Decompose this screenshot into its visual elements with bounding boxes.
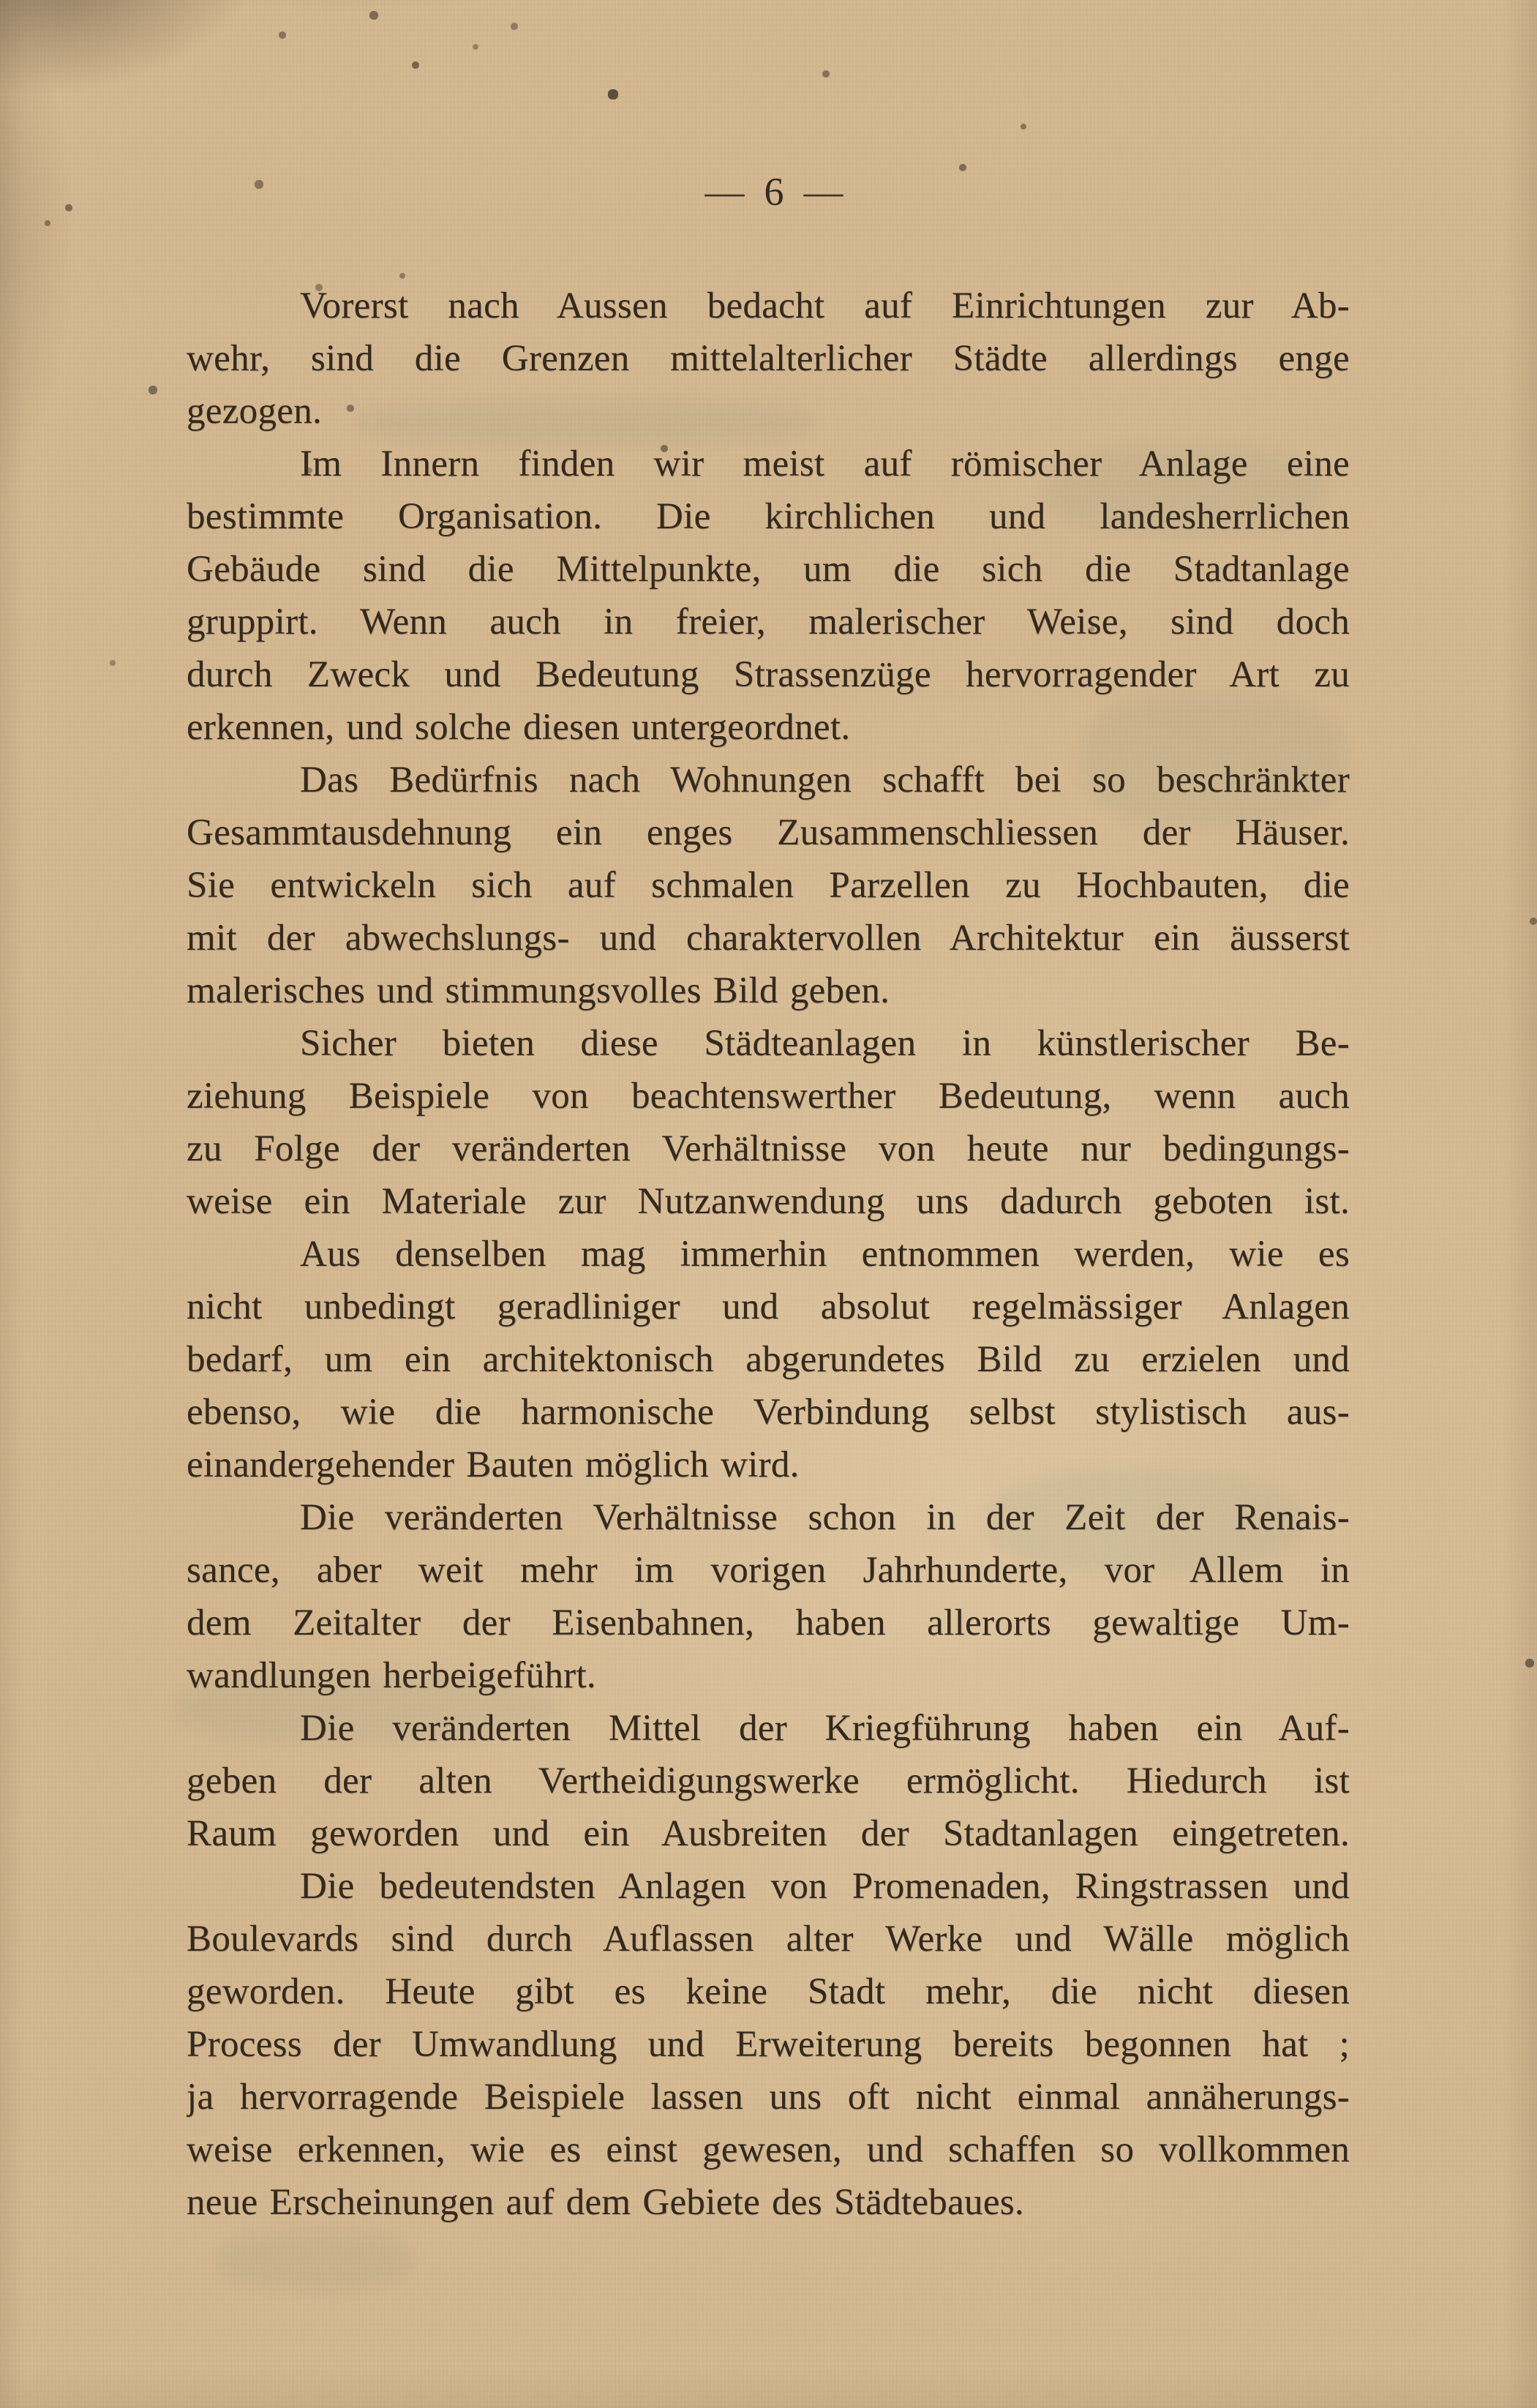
text-line: malerisches und stimmungsvolles Bild geben. [187, 970, 890, 1011]
text-line: Raum geworden und ein Ausbreiten der Stadtanlagen eingetreten. [187, 1813, 1350, 1854]
text-line: gezogen. [187, 391, 323, 432]
text-line: Die veränderten Mittel der Kriegführung haben ein Auf- [300, 1708, 1350, 1749]
text-line: Boulevards sind durch Auflassen alter Werke und Wälle möglich [187, 1918, 1350, 1959]
text-line: nicht unbedingt geradliniger und absolut regelmässiger Anlagen [187, 1286, 1350, 1327]
text-line: ziehung Beispiele von beachtenswerther Bedeutung, wenn auch [187, 1076, 1350, 1117]
verso-showthrough-smudge [219, 2232, 410, 2290]
text-line: geben der alten Vertheidigungswerke ermöglicht. Hiedurch ist [187, 1760, 1350, 1801]
text-line: Die veränderten Verhältnisse schon in der Zeit der Renais- [300, 1497, 1350, 1538]
text-line: Im Innern finden wir meist auf römischer Anlage eine [300, 443, 1350, 484]
text-line: Das Bedürfnis nach Wohnungen schafft bei so beschränkter [300, 759, 1350, 800]
text-line: neue Erscheinungen auf dem Gebiete des Städtebaues. [187, 2182, 1024, 2223]
text-line: Sie entwickeln sich auf schmalen Parzellen zu Hochbauten, die [187, 865, 1350, 906]
text-line: sance, aber weit mehr im vorigen Jahrhunderte, vor Allem in [187, 1550, 1350, 1591]
paper-specks [0, 0, 3, 3]
body-text-block [187, 280, 1350, 2229]
text-line: zu Folge der veränderten Verhältnisse von heute nur bedingungs- [187, 1128, 1350, 1169]
text-line: ja hervorragende Beispiele lassen uns oft nicht einmal annäherungs- [187, 2077, 1350, 2118]
text-line: dem Zeitalter der Eisenbahnen, haben allerorts gewaltige Um- [187, 1602, 1350, 1643]
text-line: geworden. Heute gibt es keine Stadt mehr, die nicht diesen [187, 1971, 1350, 2012]
header-dash-right: — [803, 170, 844, 214]
header-dash-left: — [704, 170, 745, 214]
page-number: 6 [764, 170, 785, 214]
text-line: weise ein Materiale zur Nutzanwendung uns dadurch geboten ist. [187, 1181, 1350, 1222]
text-line: durch Zweck und Bedeutung Strassenzüge hervorragender Art zu [187, 654, 1350, 695]
text-line: Vorerst nach Aussen bedacht auf Einrichtungen zur Ab- [300, 285, 1350, 326]
text-line: weise erkennen, wie es einst gewesen, und schaffen so vollkommen [187, 2129, 1350, 2170]
text-line: gruppirt. Wenn auch in freier, malerischer Weise, sind doch [187, 601, 1350, 642]
text-line: mit der abwechslungs- und charaktervollen Architektur ein äusserst [187, 918, 1350, 959]
page-header [6, 170, 1537, 214]
text-line: erkennen, und solche diesen untergeordnet. [187, 707, 851, 748]
text-line: Gesammtausdehnung ein enges Zusammenschliessen der Häuser. [187, 812, 1350, 853]
text-line: bedarf, um ein architektonisch abgerundetes Bild zu erzielen und [187, 1339, 1350, 1380]
text-line: Gebäude sind die Mittelpunkte, um die sich die Stadtanlage [187, 549, 1350, 590]
text-line: wandlungen herbeigeführt. [187, 1655, 596, 1696]
text-line: einandergehender Bauten möglich wird. [187, 1444, 800, 1485]
text-line: Sicher bieten diese Städteanlagen in künstlerischer Be- [300, 1023, 1350, 1064]
text-line: wehr, sind die Grenzen mittelalterlicher Städte allerdings enge [187, 338, 1350, 379]
text-line: Process der Umwandlung und Erweiterung bereits begonnen hat ; [187, 2024, 1350, 2065]
text-line: bestimmte Organisation. Die kirchlichen und landesherrlichen [187, 496, 1350, 537]
text-line: Die bedeutendsten Anlagen von Promenaden, Ringstrassen und [300, 1866, 1350, 1907]
text-line: Aus denselben mag immerhin entnommen werden, wie es [300, 1234, 1350, 1275]
text-line: ebenso, wie die harmonische Verbindung selbst stylistisch aus- [187, 1392, 1350, 1433]
